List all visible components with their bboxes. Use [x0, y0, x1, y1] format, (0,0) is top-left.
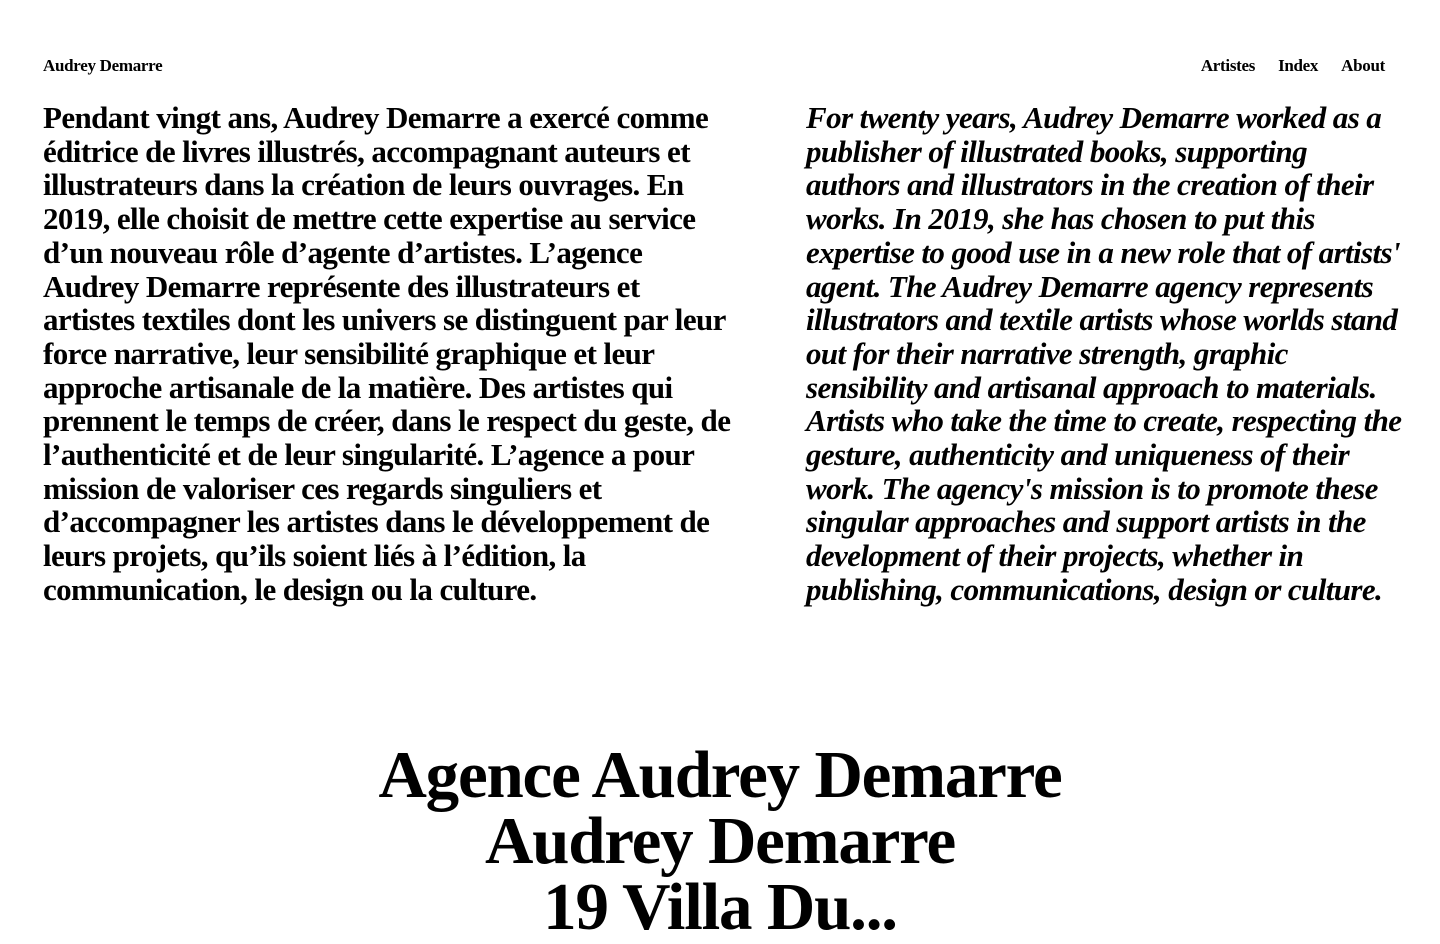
- bio-french: Pendant vingt ans, Audrey Demarre a exercé comme éditrice de livres illustrés, accompagnant auteurs et illustrateurs dans la création de leurs ouvrages. En 2019, elle choisit de mettre cette expertise au service d’un nouveau rôle d’agente d’artistes. L’agence Audrey Demarre représente des illustrateurs et artistes textiles dont les univers se distinguent par leur force narrative, leur sensibilité graphique et leur approche artisanale de la matière. Des artistes qui prennent le temps de créer, dans le respect du geste, de l’authenticité et de leur singularité. L’agence a pour mission de valoriser ces regards singuliers et d’accompagner les artistes dans le développement de leurs projets, qu’ils soient liés à l’édition, la communication, le design ou la culture.: [43, 100, 731, 607]
- nav-link-artistes[interactable]: Artistes: [1200, 56, 1256, 75]
- contact-address: 19 Villa Du...: [543, 870, 897, 944]
- site-header: [43, 54, 1385, 78]
- contact-block: [0, 738, 1440, 944]
- contact-person-name: Audrey Demarre: [484, 804, 956, 878]
- agency-name: Agence Audrey Demarre: [378, 738, 1062, 812]
- nav-link-about[interactable]: About: [1341, 56, 1385, 75]
- nav-link-index[interactable]: Index: [1278, 56, 1319, 75]
- main-nav: [1201, 56, 1385, 76]
- bio-english: For twenty years, Audrey Demarre worked as a publisher of illustrated books, supporting authors and illustrators in the creation of their works. In 2019, she has chosen to put this expertise to good use in a new role that of artists' agent. The Audrey Demarre agency represents illustrators and textile artists whose worlds stand out for their narrative strength, graphic sensibility and artisanal approach to materials. Artists who take the time to create, respecting the gesture, authenticity and uniqueness of their work. The agency's mission is to promote these singular approaches and support artists in the development of their projects, whether in publishing, communications, design or culture.: [806, 100, 1402, 607]
- site-name-link[interactable]: Audrey Demarre: [43, 56, 163, 75]
